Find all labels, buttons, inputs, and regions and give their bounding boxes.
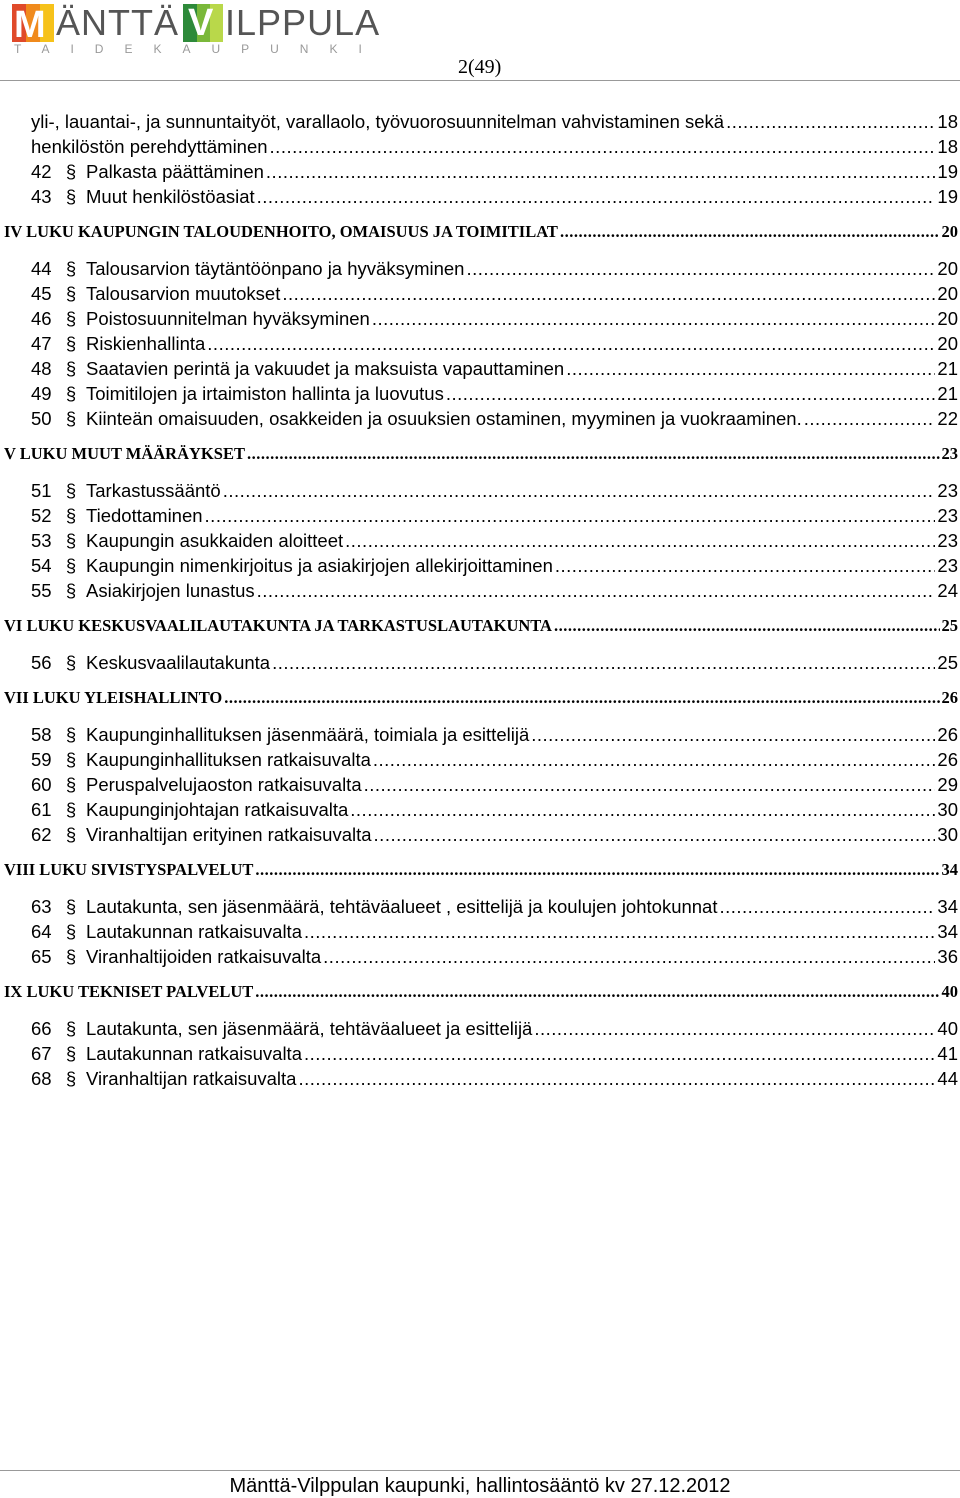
section-number: 45 — [31, 283, 52, 304]
section-sign-icon: § — [65, 186, 77, 207]
toc-section-entry[interactable] — [31, 894, 958, 919]
section-number: 46 — [31, 308, 52, 329]
dot-leader — [350, 797, 935, 822]
entry-title: Lautakunta, sen jäsenmäärä, tehtäväalueet ja esittelijä — [86, 1018, 533, 1039]
header-divider — [0, 80, 960, 81]
section-number: 64 — [31, 921, 52, 942]
entry-title: Kaupungin asukkaiden aloitteet — [86, 530, 344, 551]
entry-page-number: 25 — [937, 652, 958, 673]
entry-title: Keskusvaalilautakunta — [86, 652, 271, 673]
entry-page-number: 30 — [937, 824, 958, 845]
section-number: 58 — [31, 724, 52, 745]
toc-chapter-entry[interactable] — [4, 686, 958, 710]
entry-page-number: 25 — [941, 616, 958, 635]
entry-title: IX LUKU TEKNISET PALVELUT — [4, 982, 254, 1001]
dot-leader — [534, 1016, 935, 1041]
entry-page-number: 24 — [937, 580, 958, 601]
section-number: 68 — [31, 1068, 52, 1089]
section-number: 67 — [31, 1043, 52, 1064]
dot-leader — [566, 356, 935, 381]
section-number: 44 — [31, 258, 52, 279]
dot-leader — [223, 478, 936, 503]
entry-title: Talousarvion muutokset — [86, 283, 281, 304]
entry-title: Kaupunginjohtajan ratkaisuvalta — [86, 799, 349, 820]
entry-title: VII LUKU YLEISHALLINTO — [4, 688, 223, 707]
entry-title: Viranhaltijan erityinen ratkaisuvalta — [86, 824, 372, 845]
entry-page-number: 23 — [941, 444, 958, 463]
dot-leader — [270, 134, 936, 159]
dot-leader — [205, 503, 936, 528]
toc-section-entry[interactable] — [31, 503, 958, 528]
section-sign-icon: § — [65, 1068, 77, 1089]
dot-leader — [255, 980, 939, 1004]
section-number: 60 — [31, 774, 52, 795]
section-number: 61 — [31, 799, 52, 820]
section-sign-icon: § — [65, 749, 77, 770]
entry-title: Tiedottaminen — [86, 505, 203, 526]
toc-section-entry[interactable] — [31, 109, 958, 134]
dot-leader — [257, 578, 936, 603]
section-sign-icon: § — [65, 505, 77, 526]
section-sign-icon: § — [65, 358, 77, 379]
toc-section-entry[interactable] — [31, 919, 958, 944]
section-number: 50 — [31, 408, 52, 429]
entry-title: Kiinteän omaisuuden, osakkeiden ja osuuksien ostaminen, myyminen ja vuokraaminen. — [86, 408, 802, 429]
section-sign-icon: § — [65, 774, 77, 795]
section-number: 48 — [31, 358, 52, 379]
dot-leader — [373, 747, 936, 772]
toc-section-entry[interactable] — [31, 722, 958, 747]
entry-page-number: 26 — [937, 749, 958, 770]
section-sign-icon: § — [65, 555, 77, 576]
logo-v-letter: V — [188, 4, 214, 42]
dot-leader — [207, 331, 935, 356]
entry-title: Riskienhallinta — [86, 333, 206, 354]
section-sign-icon: § — [65, 480, 77, 501]
section-sign-icon: § — [65, 896, 77, 917]
entry-page-number: 40 — [937, 1018, 958, 1039]
section-number: 42 — [31, 161, 52, 182]
toc-section-entry[interactable] — [31, 331, 958, 356]
section-number: 63 — [31, 896, 52, 917]
section-sign-icon: § — [65, 383, 77, 404]
dot-leader — [804, 406, 936, 431]
section-number: 47 — [31, 333, 52, 354]
logo-m-block — [12, 4, 54, 42]
entry-title: Muut henkilöstöasiat — [86, 186, 255, 207]
section-sign-icon: § — [65, 921, 77, 942]
dot-leader — [560, 220, 940, 244]
dot-leader — [466, 256, 935, 281]
logo-text-mantta: ÄNTTÄ — [56, 2, 180, 43]
logo-subtitle: TAIDEKAUPUNKI — [14, 42, 383, 56]
entry-page-number: 20 — [937, 283, 958, 304]
logo-m-letter: M — [14, 4, 46, 42]
toc-section-entry[interactable] — [31, 578, 958, 603]
dot-leader — [726, 109, 935, 134]
dot-leader — [224, 686, 939, 710]
page-number: 2(49) — [458, 56, 502, 78]
section-number: 55 — [31, 580, 52, 601]
toc-section-entry[interactable] — [31, 553, 958, 578]
entry-page-number: 30 — [937, 799, 958, 820]
dot-leader — [531, 722, 935, 747]
toc-section-entry[interactable] — [31, 650, 958, 675]
toc-section-entry[interactable] — [31, 478, 958, 503]
dot-leader — [247, 442, 940, 466]
entry-page-number: 21 — [937, 383, 958, 404]
entry-title: yli-, lauantai-, ja sunnuntaityöt, varallaolo, työvuorosuunnitelman vahvistaminen sekä — [31, 111, 725, 132]
dot-leader — [446, 381, 936, 406]
page-footer: Mänttä-Vilppulan kaupunki, hallintosääntö kv 27.12.2012 — [229, 1475, 731, 1497]
section-number: 62 — [31, 824, 52, 845]
dot-leader — [304, 1041, 935, 1066]
toc-section-entry[interactable] — [31, 944, 958, 969]
entry-page-number: 26 — [937, 724, 958, 745]
entry-page-number: 23 — [937, 480, 958, 501]
entry-title: VIII LUKU SIVISTYSPALVELUT — [4, 860, 254, 879]
entry-title: Lautakunnan ratkaisuvalta — [86, 921, 302, 942]
toc-section-entry[interactable] — [31, 381, 958, 406]
entry-page-number: 36 — [937, 946, 958, 967]
section-sign-icon: § — [65, 408, 77, 429]
toc-section-entry[interactable] — [31, 406, 958, 431]
entry-title: Kaupunginhallituksen ratkaisuvalta — [86, 749, 371, 770]
entry-title: Talousarvion täytäntöönpano ja hyväksyminen — [86, 258, 465, 279]
toc-section-entry[interactable] — [31, 1066, 958, 1091]
toc-section-entry[interactable] — [31, 772, 958, 797]
dot-leader — [304, 919, 935, 944]
entry-title: Tarkastussääntö — [86, 480, 221, 501]
entry-title: V LUKU MUUT MÄÄRÄYKSET — [4, 444, 245, 463]
dot-leader — [272, 650, 935, 675]
toc-chapter-entry[interactable] — [4, 858, 958, 882]
entry-page-number: 18 — [937, 111, 958, 132]
entry-title: Kaupungin nimenkirjoitus ja asiakirjojen allekirjoittaminen — [86, 555, 553, 576]
entry-title: Kaupunginhallituksen jäsenmäärä, toimiala ja esittelijä — [86, 724, 530, 745]
section-number: 66 — [31, 1018, 52, 1039]
dot-leader — [282, 281, 935, 306]
dot-leader — [719, 894, 935, 919]
entry-page-number: 34 — [941, 860, 958, 879]
entry-page-number: 29 — [937, 774, 958, 795]
section-sign-icon: § — [65, 1043, 77, 1064]
entry-title: Saatavien perintä ja vakuudet ja maksuista vapauttaminen — [86, 358, 565, 379]
section-sign-icon: § — [65, 580, 77, 601]
entry-title: VI LUKU KESKUSVAALILAUTAKUNTA JA TARKASTUSLAUTAKUNTA — [4, 616, 552, 635]
entry-page-number: 21 — [937, 358, 958, 379]
toc-section-entry[interactable] — [31, 1016, 958, 1041]
entry-title: Viranhaltijoiden ratkaisuvalta — [86, 946, 322, 967]
entry-title: IV LUKU KAUPUNGIN TALOUDENHOITO, OMAISUUS JA TOIMITILAT — [4, 222, 558, 241]
section-number: 52 — [31, 505, 52, 526]
toc-section-entry[interactable] — [31, 184, 958, 209]
entry-title: Poistosuunnitelman hyväksyminen — [86, 308, 370, 329]
entry-title: Asiakirjojen lunastus — [86, 580, 255, 601]
entry-title: Peruspalvelujaoston ratkaisuvalta — [86, 774, 362, 795]
entry-title: henkilöstön perehdyttäminen — [31, 136, 268, 157]
entry-page-number: 23 — [937, 505, 958, 526]
section-sign-icon: § — [65, 652, 77, 673]
entry-page-number: 19 — [937, 161, 958, 182]
entry-page-number: 18 — [937, 136, 958, 157]
dot-leader — [323, 944, 935, 969]
dot-leader — [374, 822, 936, 847]
section-sign-icon: § — [65, 824, 77, 845]
toc-section-entry[interactable] — [31, 256, 958, 281]
toc-section-entry[interactable] — [31, 159, 958, 184]
entry-page-number: 23 — [937, 555, 958, 576]
toc-section-entry[interactable] — [31, 797, 958, 822]
toc-section-entry[interactable] — [31, 356, 958, 381]
section-number: 54 — [31, 555, 52, 576]
section-sign-icon: § — [65, 333, 77, 354]
entry-page-number: 23 — [937, 530, 958, 551]
toc-section-entry[interactable] — [31, 1041, 958, 1066]
toc-section-entry[interactable] — [31, 747, 958, 772]
section-number: 59 — [31, 749, 52, 770]
dot-leader — [298, 1066, 935, 1091]
section-sign-icon: § — [65, 308, 77, 329]
entry-page-number: 44 — [937, 1068, 958, 1089]
entry-title: Lautakunta, sen jäsenmäärä, tehtäväalueet , esittelijä ja koulujen johtokunnat — [86, 896, 718, 917]
section-number: 56 — [31, 652, 52, 673]
dot-leader — [364, 772, 936, 797]
entry-page-number: 40 — [941, 982, 958, 1001]
dot-leader — [257, 184, 936, 209]
toc-chapter-entry[interactable] — [4, 614, 958, 638]
logo-v-block — [183, 4, 223, 42]
dot-leader — [554, 614, 940, 638]
dot-leader — [266, 159, 936, 184]
section-number: 51 — [31, 480, 52, 501]
entry-title: Viranhaltijan ratkaisuvalta — [86, 1068, 297, 1089]
section-number: 43 — [31, 186, 52, 207]
dot-leader — [345, 528, 935, 553]
entry-title: Toimitilojen ja irtaimiston hallinta ja luovutus — [86, 383, 444, 404]
entry-page-number: 20 — [937, 333, 958, 354]
dot-leader — [255, 858, 939, 882]
logo-text-vilppula: ILPPULA — [225, 2, 381, 43]
section-number: 53 — [31, 530, 52, 551]
section-sign-icon: § — [65, 946, 77, 967]
entry-title: Palkasta päättäminen — [86, 161, 264, 182]
toc-section-entry[interactable] — [31, 822, 958, 847]
toc-section-entry[interactable] — [31, 134, 958, 159]
section-number: 65 — [31, 946, 52, 967]
section-sign-icon: § — [65, 258, 77, 279]
section-sign-icon: § — [65, 799, 77, 820]
entry-page-number: 22 — [937, 408, 958, 429]
section-sign-icon: § — [65, 283, 77, 304]
toc-section-entry[interactable] — [31, 306, 958, 331]
toc-chapter-entry[interactable] — [4, 980, 958, 1004]
entry-page-number: 34 — [937, 896, 958, 917]
city-logo — [12, 2, 383, 56]
entry-page-number: 20 — [937, 308, 958, 329]
entry-page-number: 34 — [937, 921, 958, 942]
section-sign-icon: § — [65, 1018, 77, 1039]
toc-section-entry[interactable] — [31, 281, 958, 306]
toc-chapter-entry[interactable] — [4, 220, 958, 244]
section-number: 49 — [31, 383, 52, 404]
entry-page-number: 26 — [941, 688, 958, 707]
section-sign-icon: § — [65, 161, 77, 182]
dot-leader — [555, 553, 936, 578]
entry-title: Lautakunnan ratkaisuvalta — [86, 1043, 302, 1064]
section-sign-icon: § — [65, 530, 77, 551]
entry-page-number: 41 — [937, 1043, 958, 1064]
toc-chapter-entry[interactable] — [4, 442, 958, 466]
toc-section-entry[interactable] — [31, 528, 958, 553]
entry-page-number: 19 — [937, 186, 958, 207]
section-sign-icon: § — [65, 724, 77, 745]
entry-page-number: 20 — [937, 258, 958, 279]
footer-divider — [0, 1470, 960, 1471]
entry-page-number: 20 — [941, 222, 958, 241]
dot-leader — [372, 306, 936, 331]
